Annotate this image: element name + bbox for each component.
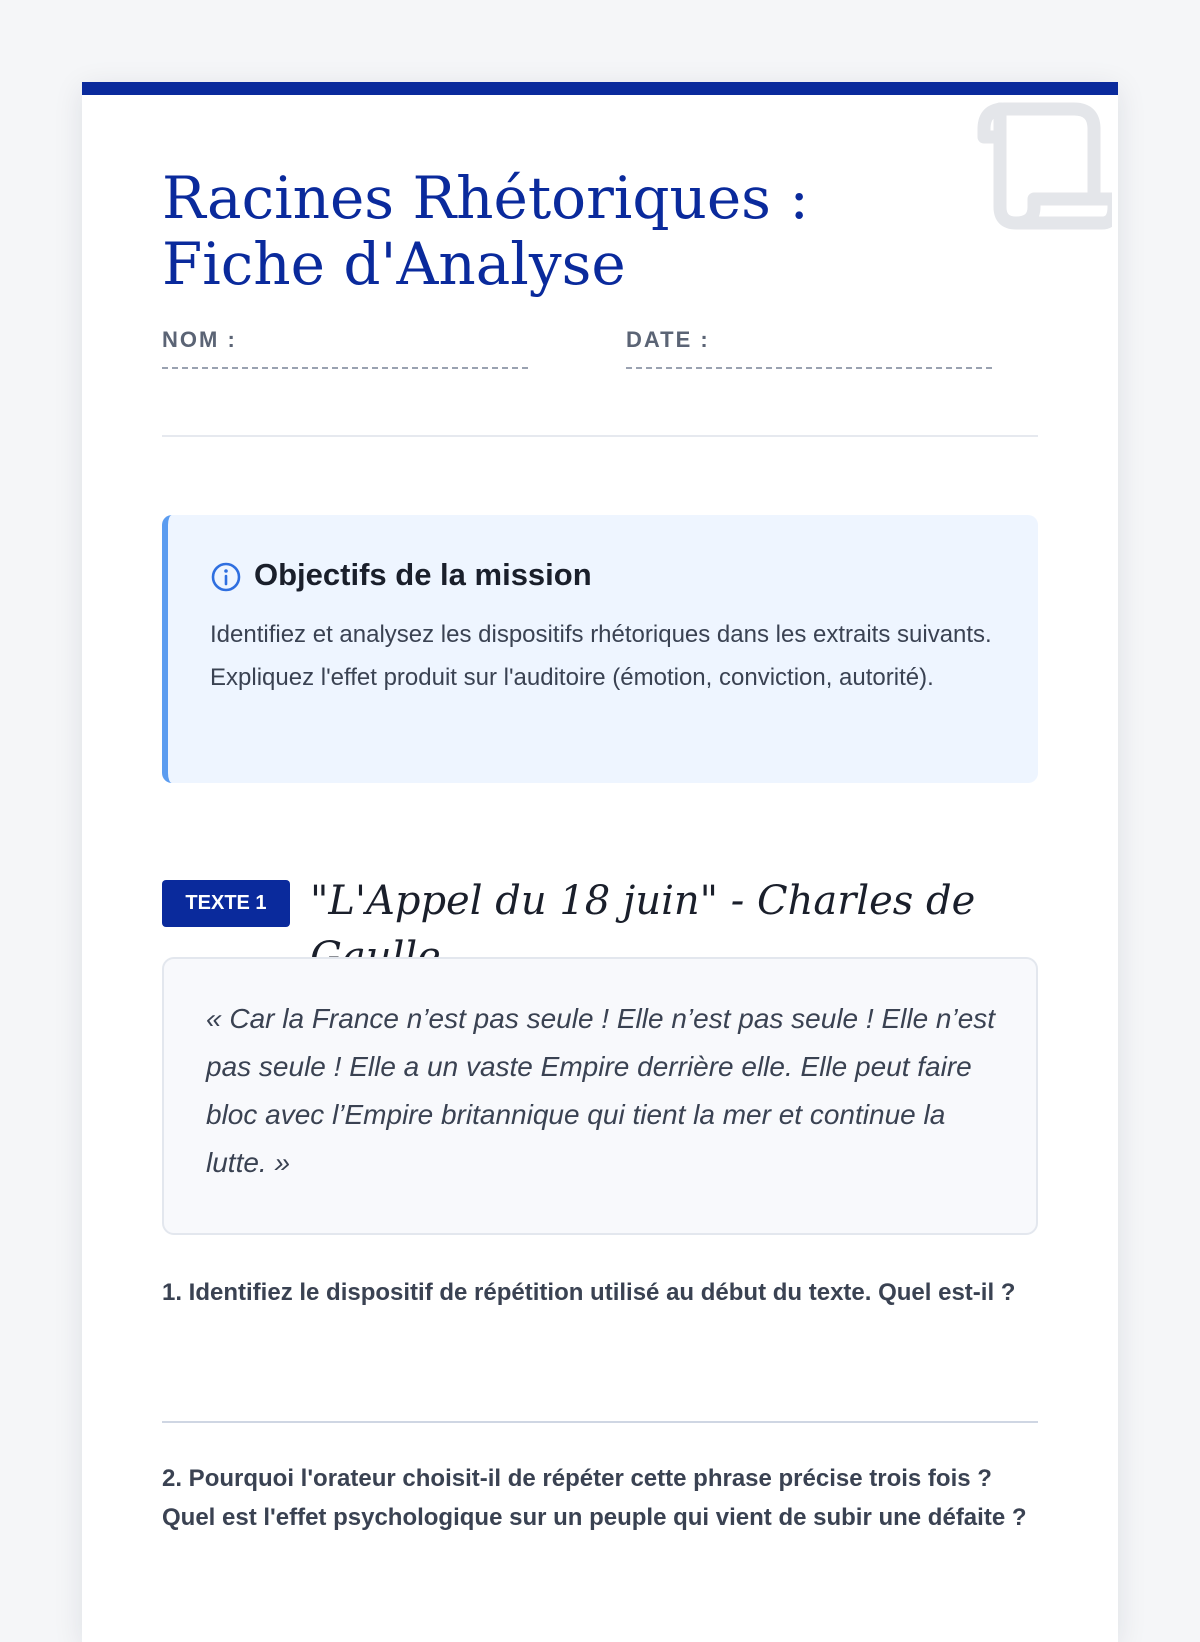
name-label: NOM :: [162, 327, 237, 352]
objectives-heading: Objectifs de la mission: [254, 557, 592, 592]
date-label: DATE :: [626, 327, 710, 352]
date-field[interactable]: [626, 367, 992, 369]
text-title: "L'Appel du 18 juin" - Charles de: [310, 878, 976, 924]
quote-box: [162, 957, 1038, 1235]
scroll-icon: [962, 95, 1112, 235]
name-field[interactable]: [162, 367, 528, 369]
question-1: 1. Identifiez le dispositif de répétition utilisé au début du texte. Quel est-il ?: [162, 1279, 1016, 1306]
page-title: Racines Rhétoriques : Fiche d'Analyse: [162, 164, 809, 298]
objectives-text: Identifiez et analysez les dispositifs rhétoriques dans les extraits suivants. Expliquez l'effet produit sur l'auditoire (émotion, conviction, autorité).: [210, 621, 992, 691]
info-icon: [210, 561, 242, 593]
answer-line-1[interactable]: [162, 1421, 1038, 1423]
text-badge: TEXTE 1: [162, 880, 290, 927]
objectives-box: [162, 515, 1038, 783]
question-2: 2. Pourquoi l'orateur choisit-il de répéter cette phrase précise trois fois ? Quel est l'effet psychologique sur un peuple qui vient de subir une défaite ?: [162, 1465, 1027, 1531]
quote-text: « Car la France n’est pas seule ! Elle n’est pas seule ! Elle n’est pas seule ! Elle a un vaste Empire derrière elle. Elle peut faire bloc avec l’Empire britannique qui tient la mer et continue la lutte. »: [206, 1003, 996, 1178]
header-divider: [162, 435, 1038, 437]
worksheet-page: [82, 82, 1118, 1642]
